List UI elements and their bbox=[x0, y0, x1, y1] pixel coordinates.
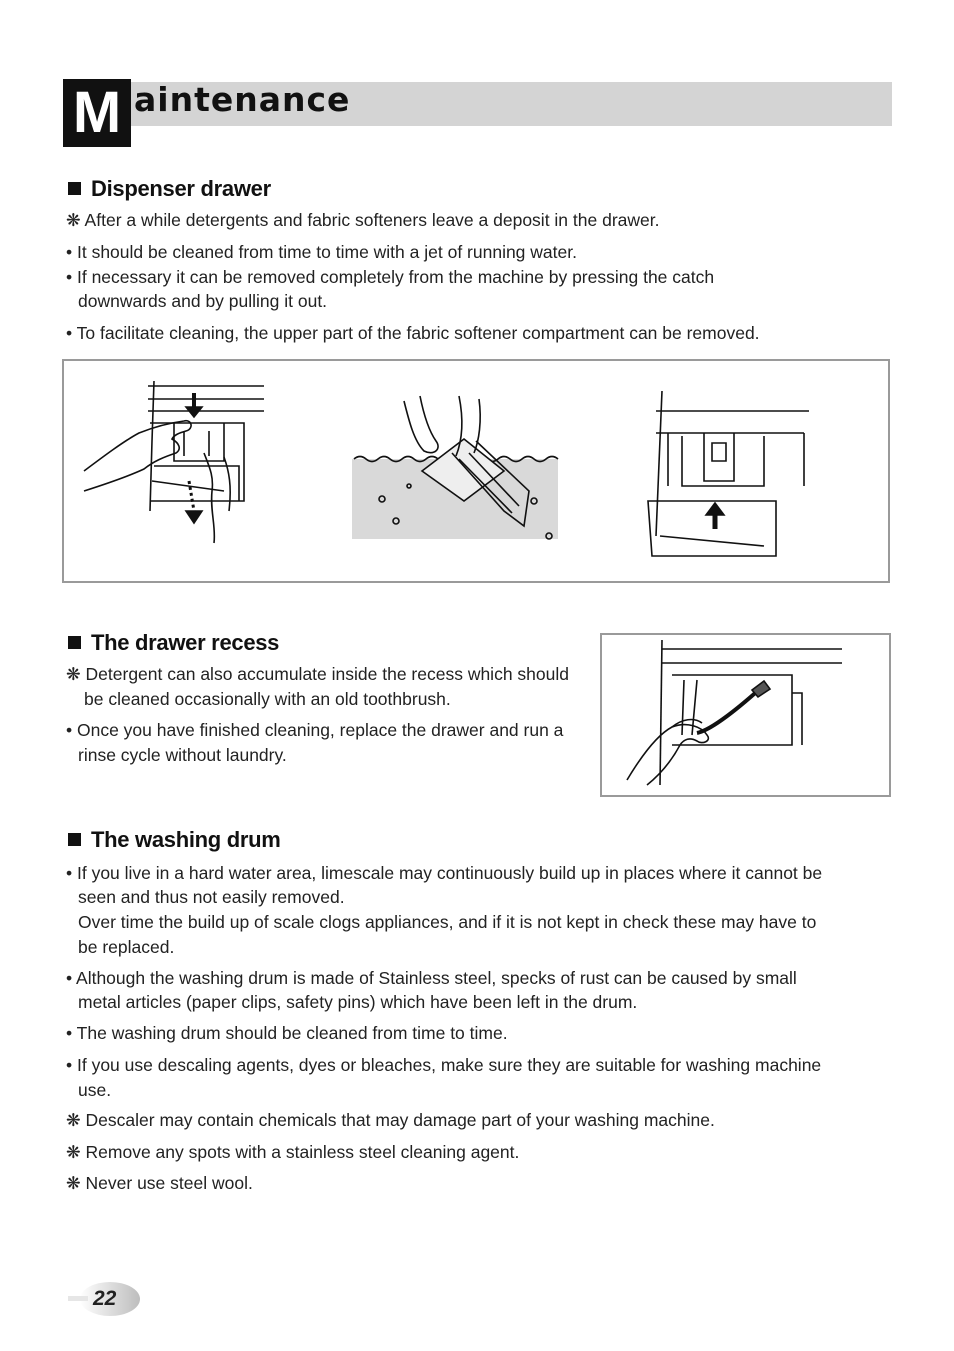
recess-bullet: • Once you have finished cleaning, replace the drawer and run a bbox=[66, 720, 564, 740]
drum-bullet-1: • If you live in a hard water area, limescale may continuously build up in places where it cannot be bbox=[66, 863, 823, 883]
square-bullet-icon bbox=[68, 636, 81, 649]
dispenser-bullet-3: • To facilitate cleaning, the upper part of the fabric softener compartment can be removed. bbox=[66, 323, 760, 343]
section-title-dispenser: Dispenser drawer bbox=[68, 176, 271, 202]
drum-note-1: ❋ Descaler may contain chemicals that may damage part of your washing machine. bbox=[66, 1110, 715, 1130]
page-title: aintenance bbox=[134, 80, 351, 119]
illustration-wash-drawer bbox=[352, 396, 558, 539]
dispenser-illustrations bbox=[62, 359, 890, 583]
drum-note-3: ❋ Never use steel wool. bbox=[66, 1173, 253, 1193]
illustration-remove-drawer bbox=[84, 381, 264, 543]
square-bullet-icon bbox=[68, 182, 81, 195]
recess-illustration-svg bbox=[602, 635, 889, 795]
header-initial: M bbox=[63, 79, 131, 147]
dispenser-illustration-svg bbox=[64, 361, 888, 581]
recess-note-cont: be cleaned occasionally with an old toothbrush. bbox=[84, 689, 451, 709]
drum-bullet-2: • Although the washing drum is made of Stainless steel, specks of rust can be caused by small bbox=[66, 968, 797, 988]
dispenser-bullet-2: • If necessary it can be removed completely from the machine by pressing the catch bbox=[66, 267, 715, 287]
drum-bullet-4: • If you use descaling agents, dyes or bleaches, make sure they are suitable for washing machine bbox=[66, 1055, 822, 1075]
drum-bullet-3: • The washing drum should be cleaned from time to time. bbox=[66, 1023, 508, 1043]
recess-note: ❋ Detergent can also accumulate inside the recess which should bbox=[66, 664, 569, 684]
dispenser-bullet-2-cont: downwards and by pulling it out. bbox=[78, 291, 328, 311]
square-bullet-icon bbox=[68, 833, 81, 846]
section-title-drum: The washing drum bbox=[68, 827, 281, 853]
drum-bullet-1-cont: seen and thus not easily removed. bbox=[78, 887, 345, 907]
drum-bullet-2-cont: metal articles (paper clips, safety pins) which have been left in the drum. bbox=[78, 992, 638, 1012]
illustration-reinsert-drawer bbox=[648, 391, 809, 556]
dispenser-note: ❋ After a while detergents and fabric softeners leave a deposit in the drawer. bbox=[66, 210, 660, 230]
dispenser-bullet-1: • It should be cleaned from time to time with a jet of running water. bbox=[66, 242, 577, 262]
drum-bullet-1-cont2: Over time the build up of scale clogs appliances, and if it is not kept in check these may have to bbox=[78, 912, 817, 932]
drum-note-2: ❋ Remove any spots with a stainless steel cleaning agent. bbox=[66, 1142, 520, 1162]
page-number: 22 bbox=[93, 1287, 117, 1310]
drum-bullet-4-cont: use. bbox=[78, 1080, 112, 1100]
drum-bullet-1-cont3: be replaced. bbox=[78, 937, 175, 957]
section-title-recess: The drawer recess bbox=[68, 630, 279, 656]
recess-illustration bbox=[600, 633, 891, 797]
recess-bullet-cont: rinse cycle without laundry. bbox=[78, 745, 287, 765]
